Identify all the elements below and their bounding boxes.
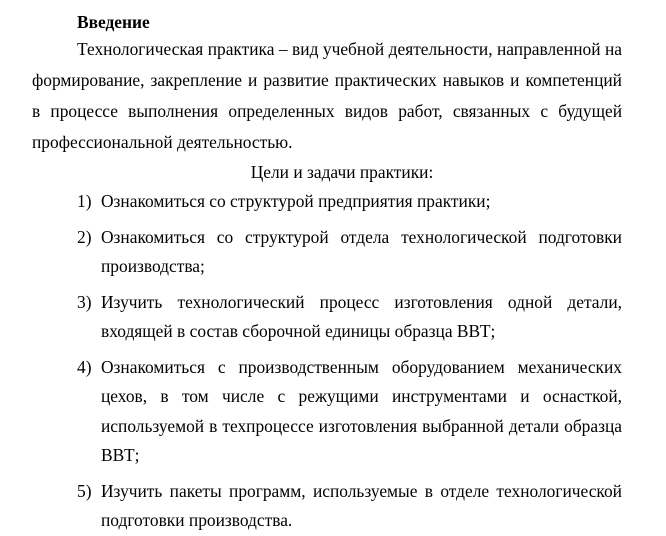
task-text: Ознакомиться с производственным оборудованием механических цехов, в том числе с режущими инструментами и оснасткой, используемой в техпроцессе изготовления выбранной детали образца ВВТ; xyxy=(101,356,622,465)
task-text: Ознакомиться со структурой отдела технологической подготовки производства; xyxy=(101,226,622,276)
task-item-3 xyxy=(32,288,622,347)
task-text: Ознакомиться со структурой предприятия практики; xyxy=(101,191,491,211)
goals-subtitle: Цели и задачи практики: xyxy=(250,162,434,182)
tasks-list xyxy=(32,187,622,536)
task-item-1 xyxy=(32,187,622,217)
task-number: 2) xyxy=(77,226,92,247)
task-number: 1) xyxy=(77,191,92,211)
task-item-2 xyxy=(32,223,622,282)
task-text: Изучить пакеты программ, используемые в отделе технологической подготовки производства. xyxy=(101,480,622,530)
section-heading: Введение xyxy=(77,12,150,32)
task-number: 5) xyxy=(77,480,92,501)
task-number: 3) xyxy=(77,291,92,312)
task-item-4 xyxy=(32,353,622,471)
task-number: 4) xyxy=(77,356,92,377)
intro-paragraph: Технологическая практика – вид учебной деятельности, направленной на формирование, закрепление и развитие практических навыков и компетенций в процессе выполнения определенных видов работ, связанных с будущей профессиональной деятельностью. xyxy=(32,39,622,152)
task-text: Изучить технологический процесс изготовления одной детали, входящей в состав сборочной единицы образца ВВТ; xyxy=(101,291,622,341)
task-item-5 xyxy=(32,477,622,536)
